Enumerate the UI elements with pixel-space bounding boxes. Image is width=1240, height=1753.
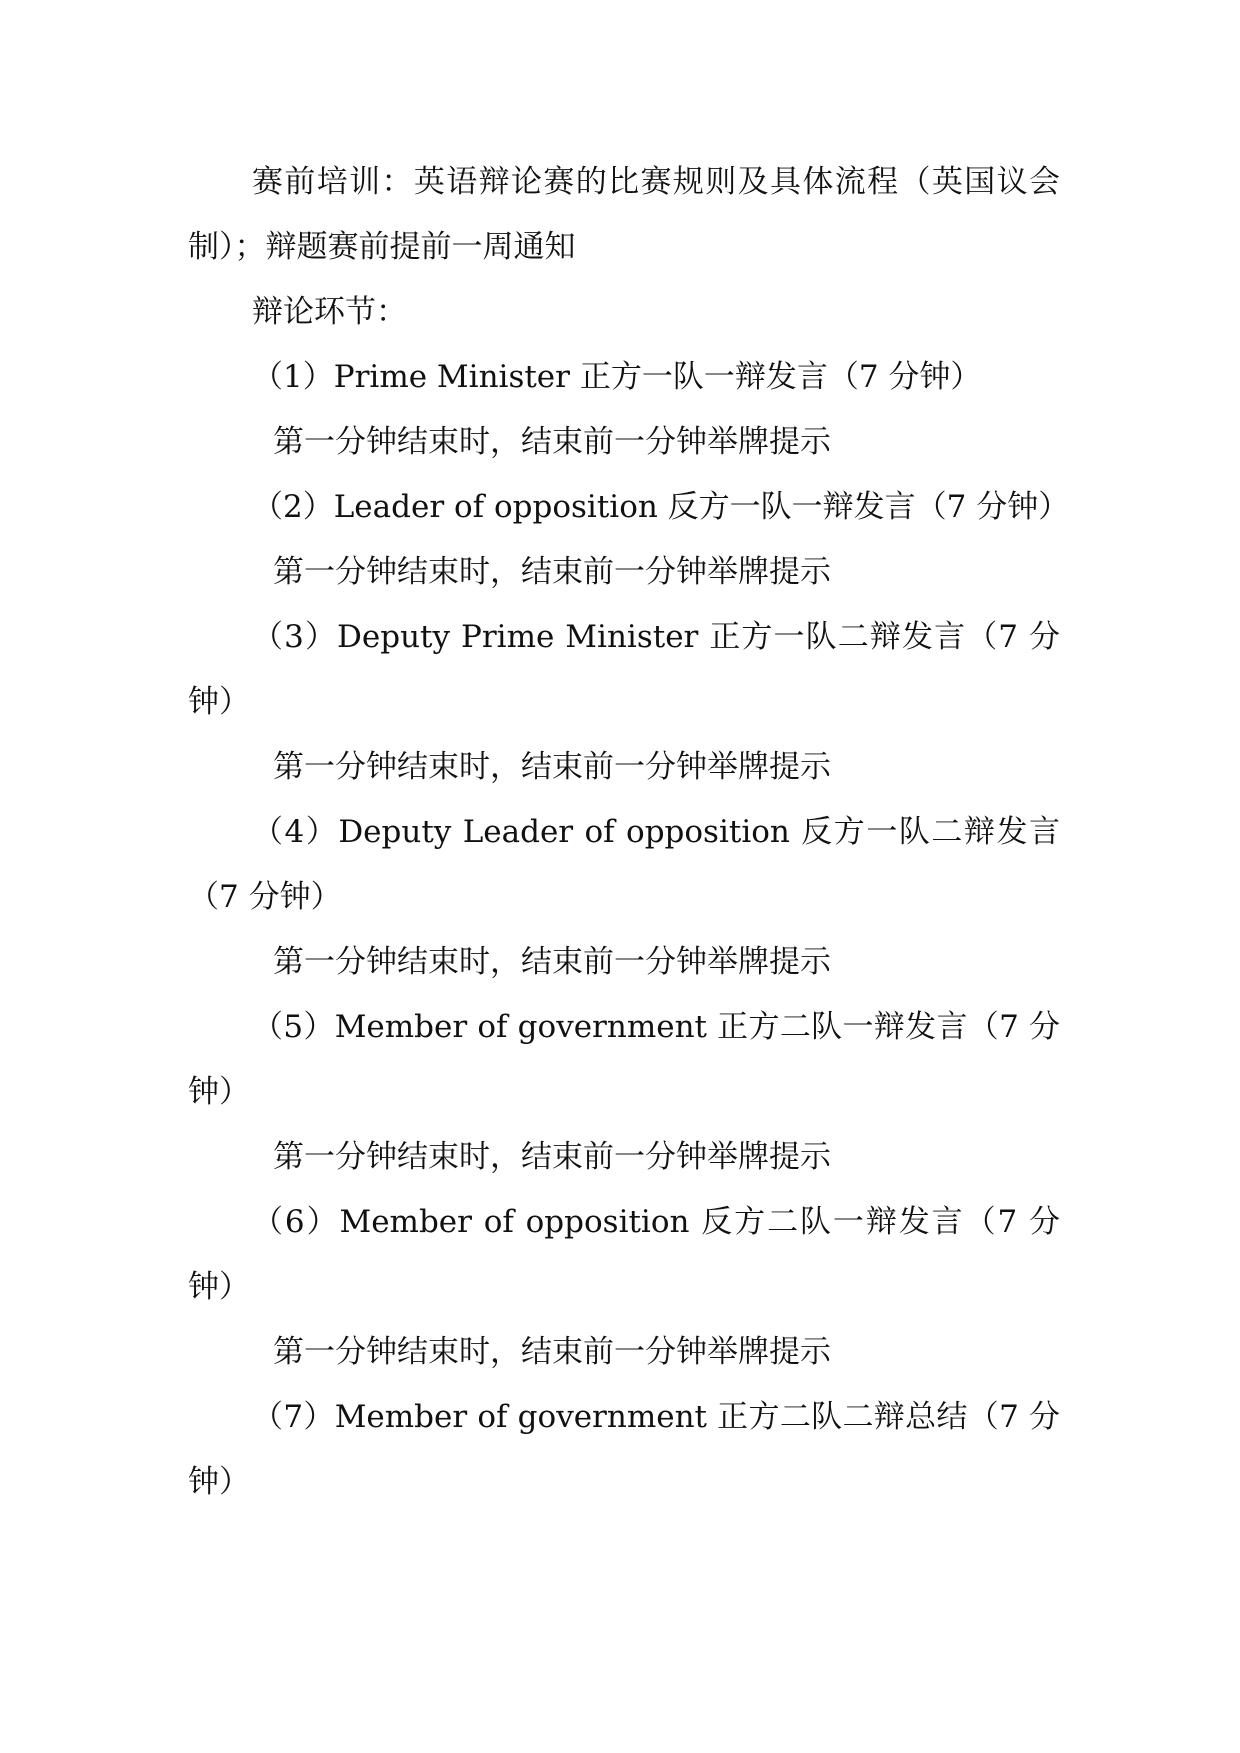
timing-note-5: 第一分钟结束时，结束前一分钟举牌提示 [273, 1139, 831, 1175]
timing-note-3: 第一分钟结束时，结束前一分钟举牌提示 [273, 749, 831, 785]
document-body [188, 150, 1070, 1515]
timing-note-1: 第一分钟结束时，结束前一分钟举牌提示 [273, 424, 831, 460]
section-heading: 辩论环节： [252, 294, 407, 330]
timing-note-2: 第一分钟结束时，结束前一分钟举牌提示 [273, 554, 831, 590]
debate-item-2: （2）Leader of opposition 反方一队一辩发言（7 分钟） [252, 489, 1070, 525]
intro-paragraph: 赛前培训：英语辩论赛的比赛规则及具体流程（英国议会制）；辩题赛前提前一周通知 [188, 164, 1060, 265]
debate-item-4: （4）Deputy Leader of opposition 反方一队二辩发言（7 分钟） [188, 814, 1060, 915]
debate-item-5: （5）Member of government 正方二队一辩发言（7 分钟） [188, 1009, 1060, 1110]
debate-item-3: （3）Deputy Prime Minister 正方一队二辩发言（7 分钟） [188, 619, 1060, 720]
debate-item-1: （1）Prime Minister 正方一队一辩发言（7 分钟） [252, 359, 982, 395]
debate-item-7: （7）Member of government 正方二队二辩总结（7 分钟） [188, 1399, 1060, 1500]
timing-note-6: 第一分钟结束时，结束前一分钟举牌提示 [273, 1334, 831, 1370]
timing-note-4: 第一分钟结束时，结束前一分钟举牌提示 [273, 944, 831, 980]
debate-item-6: （6）Member of opposition 反方二队一辩发言（7 分钟） [188, 1204, 1060, 1305]
